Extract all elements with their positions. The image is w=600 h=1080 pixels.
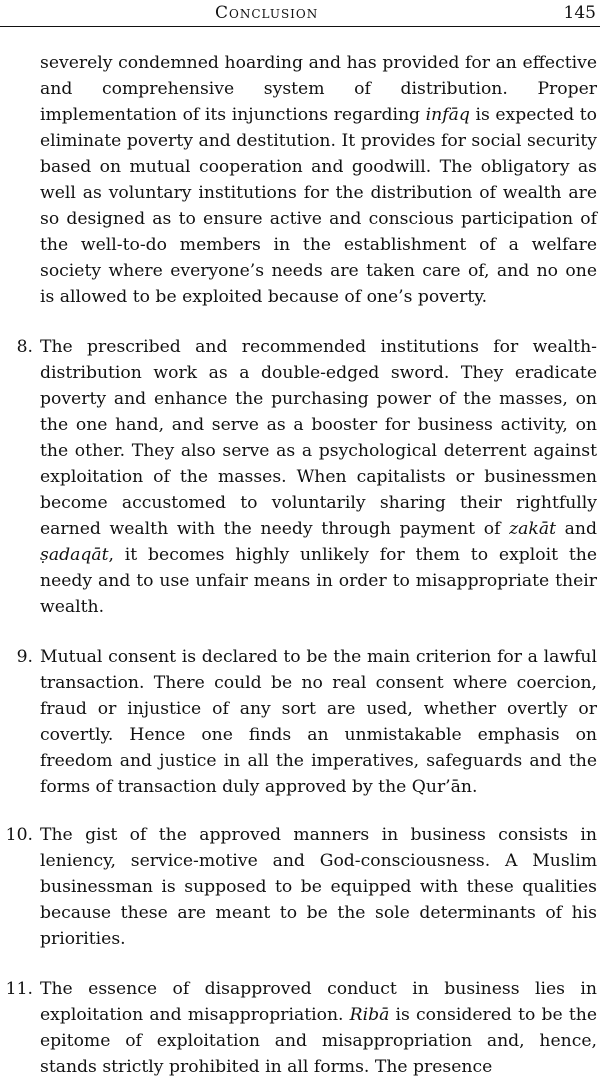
page-body [0, 50, 600, 1080]
text-run: is considered to be the epitome of exploitation and misappropriation and, hence, stands strictly prohibited in all forms. The presence [40, 1005, 597, 1077]
text-run: severely condemned hoarding and has provided for an effective and comprehensive system of distribution. Proper implementation of its injunctions regarding [40, 53, 597, 125]
list-item [0, 334, 600, 620]
text-run: The prescribed and recommended institutions for wealth-distribution work as a double-edged sword. They eradicate poverty and enhance the purchasing power of the masses, on the one hand, and serve as a booster for business activity, on the other. They also serve as a psychological deterrent against exploitation of the masses. When capitalists or businessmen become accustomed to voluntarily sharing their rightfully earned wealth with the needy through payment of [40, 337, 597, 539]
italic-term: Ribā [349, 1005, 390, 1025]
list-item-text [40, 334, 597, 620]
list-item-text [40, 976, 597, 1080]
running-head [0, 0, 600, 34]
list-item [0, 644, 600, 800]
paragraph-gap [0, 800, 600, 822]
paragraph-gap [0, 620, 600, 644]
text-run: and [555, 519, 597, 539]
list-item-number: 10. [5, 825, 33, 845]
italic-term: zakāt [509, 519, 556, 539]
list-item [0, 976, 600, 1080]
paragraph-gap [0, 952, 600, 976]
list-item-number: 8. [16, 337, 33, 357]
list-item-number: 11. [5, 979, 33, 999]
list-item [0, 822, 600, 952]
text-run: is expected to eliminate poverty and destitution. It provides for social security based on mutual cooperation and goodwill. The obligatory as well as voluntary institutions for the distribution of wealth are so designed as to ensure active and conscious participation of the well-to-do members in the establishment of a welfare society where everyone’s needs are taken care of, and no one is allowed to be exploited because of one’s poverty. [40, 105, 597, 307]
chapter-title: Conclusion [215, 3, 319, 23]
paragraph-gap [0, 310, 600, 334]
list-item-text: Mutual consent is declared to be the main criterion for a lawful transaction. There could be no real consent where coercion, fraud or injustice of any sort are used, whether overtly or covertly. Hence one finds an unmistakable emphasis on freedom and justice in all the imperatives, safeguards and the forms of transaction duly approved by the Qur’ān. [40, 647, 597, 797]
continued-paragraph [0, 50, 600, 310]
italic-term: infāq [425, 105, 470, 125]
list-item-number: 9. [16, 647, 33, 667]
italic-term: ṣadaqāt [40, 545, 109, 565]
list-item-text: The gist of the approved manners in business consists in leniency, service-motive and God-consciousness. A Muslim businessman is supposed to be equipped with these qualities because these are meant to be the sole determinants of his priorities. [40, 825, 597, 949]
text-run: , it becomes highly unlikely for them to exploit the needy and to use unfair means in order to misappropriate their wealth. [40, 545, 597, 617]
text-run: The essence of disapproved conduct in business lies in exploitation and misappropriation. [40, 979, 597, 1025]
page-number: 145 [563, 3, 596, 23]
header-rule [0, 26, 600, 27]
